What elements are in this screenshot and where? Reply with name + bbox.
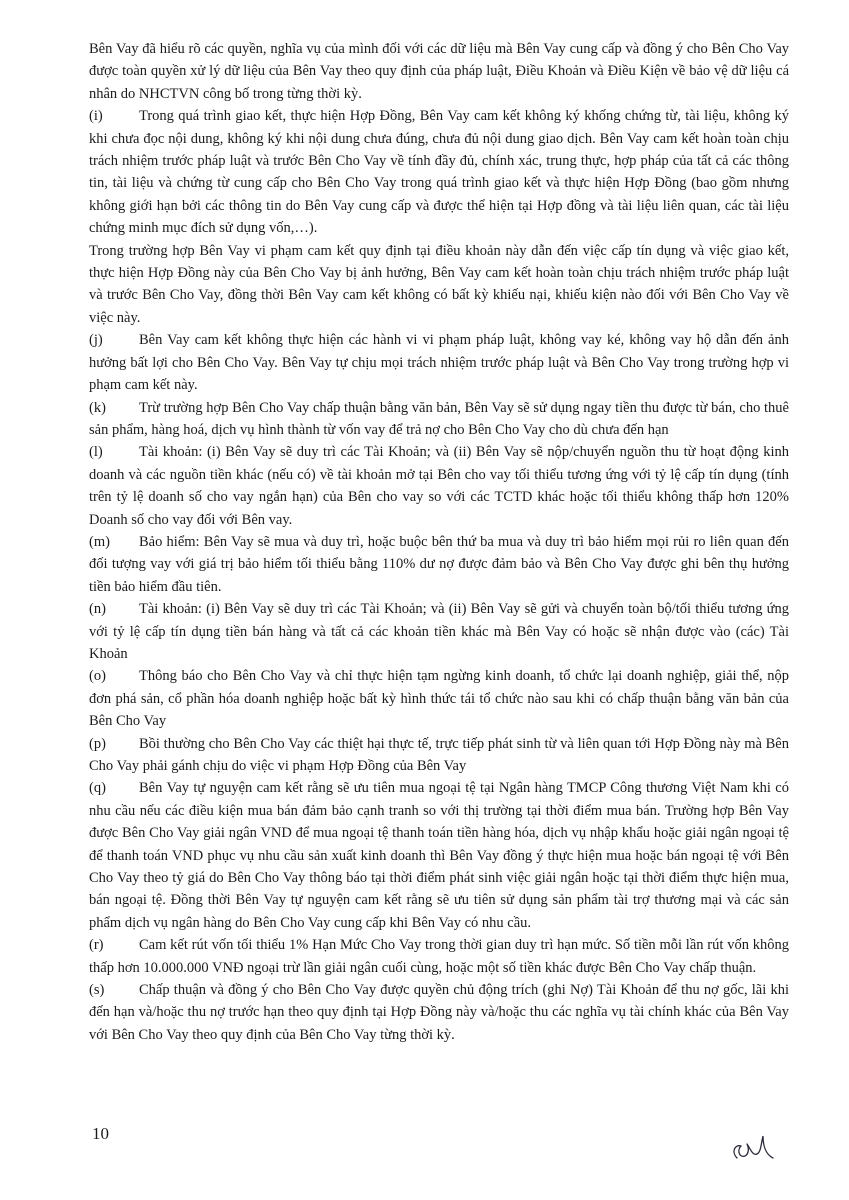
intro-paragraph: Bên Vay đã hiểu rõ các quyền, nghĩa vụ của mình đối với các dữ liệu mà Bên Vay cung cấp và đồng ý cho Bên Cho Vay được toàn quyền xử lý dữ liệu của Bên Vay theo quy định của pháp luật, Điều Khoản và Điều Kiện về bảo vệ dữ liệu cá nhân do NHCTVN công bố trong từng thời kỳ. xyxy=(89,41,789,102)
clause-j xyxy=(89,329,789,396)
clause-q xyxy=(89,777,789,934)
clause-k xyxy=(89,397,789,442)
clause-label: (r) xyxy=(89,937,104,954)
clause-text: Cam kết rút vốn tối thiểu 1% Hạn Mức Cho Vay trong thời gian duy trì hạn mức. Số tiền mỗi lần rút vốn không thấp hơn 10.000.000 VNĐ ngoại trừ lần giải ngân cuối cùng, hoặc một số tiền khác được Bên Cho Vay chấp thuận. xyxy=(89,937,789,976)
clause-label: (o) xyxy=(89,668,106,685)
clause-label: (i) xyxy=(89,108,103,125)
clause-o xyxy=(89,665,789,732)
clause-text: Trong quá trình giao kết, thực hiện Hợp Đồng, Bên Vay cam kết không ký khống chứng từ, tài liệu, không ký khi chưa đọc nội dung, không ký khi nội dung chưa đúng, chưa đủ nội dung giao dịch. Bên Vay cam kết hoàn toàn chịu trách nhiệm trước pháp luật và trước Bên Cho Vay về tính đầy đủ, chính xác, trung thực, hợp pháp của tất cả các thông tin, tài liệu và chứng từ cung cấp cho Bên Cho Vay trong quá trình giao kết và thực hiện Hợp Đồng (bao gồm nhưng không giới hạn bởi các thông tin do Bên Vay cung cấp và được thể hiện tại Hợp đồng và tài liệu liên quan, các tài liệu chứng minh mục đích sử dụng vốn,…). xyxy=(89,108,789,237)
clause-l xyxy=(89,441,789,531)
clause-label: (j) xyxy=(89,332,103,349)
clause-text: Bên Vay tự nguyện cam kết rằng sẽ ưu tiên mua ngoại tệ tại Ngân hàng TMCP Công thương Việt Nam khi có nhu cầu nếu các điều kiện mua bán đảm bảo cạnh tranh so với thị trường tại thời điểm mua bán. Trường hợp Bên Vay được Bên Cho Vay giải ngân VND để mua ngoại tệ thanh toán tiền hàng hóa, dịch vụ nhập khẩu hoặc giải ngân ngoại tệ để thanh toán VND phục vụ nhu cầu sản xuất kinh doanh thì Bên Vay đồng ý thực hiện mua hoặc bán ngoại tệ với Bên Cho Vay theo tỷ giá do Bên Cho Vay thông báo tại thời điểm phát sinh việc giải ngân hoặc tại thời điểm thực hiện mua, bán ngoại tệ. Đồng thời Bên Vay tự nguyện cam kết rằng sẽ ưu tiên sử dụng sản phẩm tài trợ thương mại và các sản phẩm dịch vụ ngân hàng do Bên Cho Vay cung cấp khi Bên Vay có nhu cầu. xyxy=(89,780,789,931)
clause-p xyxy=(89,733,789,778)
clause-r xyxy=(89,934,789,979)
clause-label: (k) xyxy=(89,399,106,416)
clause-s xyxy=(89,979,789,1046)
clause-i xyxy=(89,105,789,239)
document-body xyxy=(89,38,789,1046)
clause-text: Tài khoản: (i) Bên Vay sẽ duy trì các Tài Khoản; và (ii) Bên Vay sẽ nộp/chuyển nguồn thu từ hoạt động kinh doanh và các nguồn tiền khác (nếu có) về tài khoản mở tại Bên cho vay tối thiểu tương ứng với tỷ lệ cấp tín dụng (tính trên tỷ lệ doanh số cho vay ngắn hạn) của Bên cho vay so với các TCTD khác hoặc tối thiểu không thấp hơn 120% Doanh số cho vay đối với Bên vay. xyxy=(89,444,789,528)
clause-n xyxy=(89,598,789,665)
clause-text: Trừ trường hợp Bên Cho Vay chấp thuận bằng văn bản, Bên Vay sẽ sử dụng ngay tiền thu được từ bán, cho thuê sản phẩm, hàng hoá, dịch vụ hình thành từ vốn vay để trả nợ cho Bên Cho Vay cho dù chưa đến hạn xyxy=(89,399,789,438)
clause-text: Tài khoản: (i) Bên Vay sẽ duy trì các Tài Khoản; và (ii) Bên Vay sẽ gửi và chuyển toàn bộ/tối thiểu tương ứng với tỷ lệ cấp tín dụng tiền bán hàng và tất cả các khoản tiền khác mà Bên Vay có hoặc sẽ nhận được vào (các) Tài Khoản xyxy=(89,601,789,662)
clause-m xyxy=(89,531,789,598)
clause-label: (m) xyxy=(89,533,110,550)
clause-label: (p) xyxy=(89,735,106,752)
handwritten-initial xyxy=(727,1132,777,1168)
clause-text: Bên Vay cam kết không thực hiện các hành vi vi phạm pháp luật, không vay ké, không vay hộ dẫn đến ảnh hưởng bất lợi cho Bên Cho Vay. Bên Vay tự chịu mọi trách nhiệm trước pháp luật và Bên Cho Vay trong trường hợp vi phạm cam kết này. xyxy=(89,332,789,394)
clause-text: Chấp thuận và đồng ý cho Bên Cho Vay được quyền chủ động trích (ghi Nợ) Tài Khoản để thu nợ gốc, lãi khi đến hạn và/hoặc thu nợ trước hạn theo quy định tại Hợp Đồng này và/hoặc thu các nghĩa vụ tài chính khác của Bên Vay với Bên Cho Vay theo quy định của Bên Cho Vay từng thời kỳ. xyxy=(89,982,789,1043)
clause-text: Thông báo cho Bên Cho Vay và chỉ thực hiện tạm ngừng kinh doanh, tổ chức lại doanh nghiệp, giải thể, nộp đơn phá sản, cổ phần hóa doanh nghiệp hoặc bất kỳ hình thức tái tổ chức nào sau khi có chấp thuận bằng văn bản của Bên Cho Vay xyxy=(89,668,789,730)
clause-label: (q) xyxy=(89,780,106,797)
page-number: 10 xyxy=(92,1124,109,1143)
clause-label: (l) xyxy=(89,444,103,461)
clause-i-continuation: Trong trường hợp Bên Vay vi phạm cam kết quy định tại điều khoản này dẫn đến việc cấp tín dụng và việc giao kết, thực hiện Hợp Đồng này của Bên Cho Vay bị ảnh hưởng, Bên Vay cam kết hoàn toàn chịu trách nhiệm trước pháp luật và trước Bên Cho Vay, đồng thời Bên Vay cam kết không có bất kỳ khiếu nại, khiếu kiện nào đối với Bên Cho Vay về việc này. xyxy=(89,242,789,326)
clause-text: Bảo hiểm: Bên Vay sẽ mua và duy trì, hoặc buộc bên thứ ba mua và duy trì bảo hiểm mọi rủi ro liên quan đến đối tượng vay với giá trị bảo hiểm tối thiểu bằng 110% dư nợ được đảm bảo và Bên Cho Vay được ghi bên thụ hưởng tiền bảo hiểm đầu tiên. xyxy=(89,533,789,595)
clause-label: (s) xyxy=(89,982,105,999)
clause-text: Bồi thường cho Bên Cho Vay các thiệt hại thực tế, trực tiếp phát sinh từ và liên quan tới Hợp Đồng này mà Bên Cho Vay phải gánh chịu do việc vi phạm Hợp Đồng của Bên Vay xyxy=(89,735,789,774)
clause-label: (n) xyxy=(89,601,106,618)
